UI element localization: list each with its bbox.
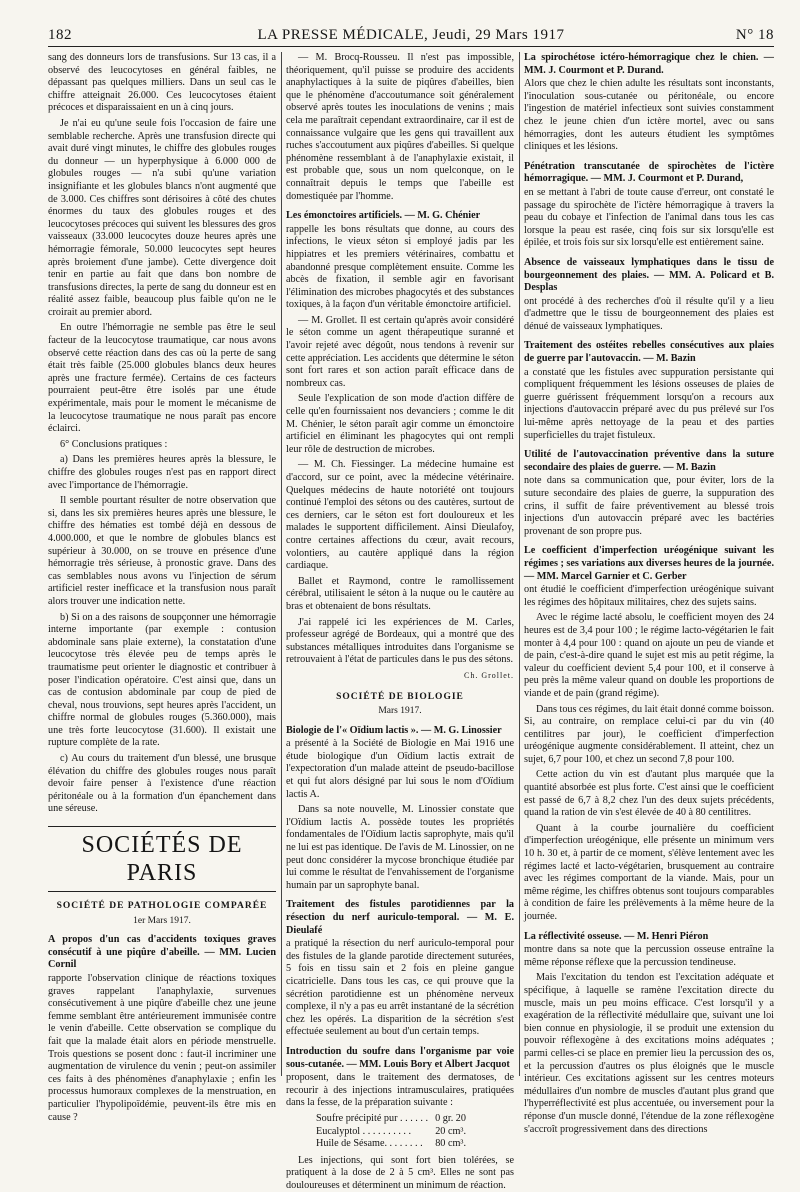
paragraph: rapporte l'observation clinique de réactions toxiques graves rappelant l'anaphylaxie, survenues consécutivement à une piqûre d'abeille chez une jeune femme semblant être antérieurement immunisée contre le venin d'abeille. Cette observation se complique du fait que la malade était alors en période menstruelle. Trois questions se posent donc : faut-il incriminer une augmentation de virulence du venin ; peut-on assimiler ces faits à des phénomènes d'anaphylaxie ; enfin les processus humoraux complexes de la menstruation, en particulier l'hypolipoïdémie, peuvent-ils être mis en cause ? — [48, 973, 276, 1123]
paragraph: rappelle les bons résultats que donne, au cours des infections, le vieux séton si employé jadis par les hippiatres et les premiers vétérinaires, combattu et abandonné presque complètement ensuite. Comme les abcès de fixation, il semble agir en favorisant l'élimination des microbes phagocytés et des substances toxiques, à la façon d'un véritable émonctoire artificiel. — [286, 223, 514, 311]
article-heading: Introduction du soufre dans l'organisme par voie sous-cutanée. — MM. Louis Bory et Albert Jacquot — [286, 1045, 514, 1070]
paragraph: a) Dans les premières heures après la blessure, le chiffre des globules rouges n'est pas en rapport direct avec l'importance de l'hémorragie. — [48, 454, 276, 491]
paragraph: En outre l'hémorragie ne semble pas être le seul facteur de la leucocytose traumatique, car nous avons observé cette réaction dans des cas où la perte de sang était très faible (25.000 globules blancs deux heures après une fracture fermée). Certains de ces facteurs pourraient peut-être être isolés par une étude expérimentale, mais pour le moment le mécanisme de la leucocytose traumatique ne nous paraît pas encore éclairci. — [48, 322, 276, 435]
paragraph: Seule l'explication de son mode d'action diffère de celle qu'en fournissaient nos devanciers ; comme le dit M. Chénier, le séton paraît agir comme un émonctoire artificiel en éliminant les phagocytes qui ont rempli leur rôle de destruction de microbes. — [286, 393, 514, 455]
section-subtitle: 6° Conclusions pratiques : — [60, 438, 168, 450]
column-3 — [524, 52, 774, 1135]
paragraph: montre dans sa note que la percussion osseuse entraîne la même réponse réflexe que la percussion tendineuse. — [524, 944, 774, 968]
society-name: SOCIÉTÉ DE PATHOLOGIE COMPARÉE — [56, 901, 268, 912]
paragraph: ont étudié le coefficient d'imperfection uréogénique suivant les régimes des hôpitaux militaires, chez des sujets sains. — [524, 584, 774, 608]
paragraph: b) Si on a des raisons de soupçonner une hémorragie interne importante (par exemple : contusion abdominale sans plaie externe), la constatation d'une leucocytose très élevée peu de temps après le traumatisme peut orienter le diagnostic et contribuer à poser l'indication opératoire. C'est ainsi que, dans un cas de contusion abdominale par coup de pied de cheval, nous trouvions, sept heures après l'accident, un chiffre normal de globules rouges (5.360.000), mais une très forte leucocytose (31.600). Il existait une rupture complète de la rate. — [48, 611, 276, 749]
session-date: Mars 1917. — [378, 706, 422, 717]
paragraph: Les injections, qui sont fort bien tolérées, se pratiquent à la dose de 2 à 5 cm³. Elles ne sont pas douloureuses et déterminent un minimum de réaction. — [286, 1154, 514, 1191]
paragraph: Mais l'excitation du tendon est l'excitation adéquate et spécifique, à laquelle se ramène l'excitation directe du muscle, mais un peu moins efficace. C'est lorsqu'il y a exagération de la réflectivité médullaire que, suivant une loi bien connue en physiologie, il se produit une extension du pouvoir réflexogène à des excitations moins adéquates ; parmi celles-ci se place en premier lieu la percussion des os, et la percussion d'autres os plus éloignés que le muscle intérieur. Ces excitations agissent sur les centres moteurs médullaires d'un nombre de muscles d'autant plus grand que l'hyperréflectivité est plus accentuée, ou inversement pour la réponse d'un muscle donné, l'étendue de la zone réflexogène s'accroît progressivement dans des directions — [524, 972, 774, 1135]
paragraph: Ballet et Raymond, contre le ramollissement cérébral, utilisaient le séton à la nuque ou le cautère au bras et obtenaient de bons résultats. — [286, 575, 514, 612]
article-heading: Biologie de l'« Oïdium lactis ». — M. G. Linossier — [286, 724, 502, 736]
paragraph: sang des donneurs lors de transfusions. Sur 13 cas, il a observé des leucocytoses en général faibles, ne dépassant pas quelques milliers. Dans un seul cas le chiffre atteignait 26.000. Ces leucocytoses étaient précoces et disparaissaient en un à cinq jours. — [48, 52, 276, 114]
article-heading: Le coefficient d'imperfection uréogénique suivant les régimes ; ses variations aux diverses heures de la journée. — MM. Marcel Garnier et C. Gerber — [524, 545, 774, 582]
paragraph: Il semble pourtant résulter de notre observation que si, dans les six premières heures après une blessure, le chiffre des hématies est tombé déjà en dessous de 4.000.000, et que le nombre de globules blancs est supérieur à 30.000, on se trouve en présence d'une hémorragie très sérieuse, à pronostic grave. Dans des cas semblables nous avons vu l'injection de sérum artificiel rester inefficace et la transfusion nous paraît alors trouver une indication nette. — [48, 495, 276, 607]
recipe-line: Huile de Sésame. . . . . . . . 80 cm³. — [316, 1138, 466, 1150]
paragraph: Alors que chez le chien adulte les résultats sont inconstants, l'inoculation sous-cutanée ou péritonéale, ou encore l'ingestion de matériel infectieux sont suivies constamment chez le jeune chien d'un ictère mortel, avec ou sans hémorragies, dont les auteurs étudient les symptômes cliniques et les lésions. — [524, 78, 774, 153]
paragraph: en se mettant à l'abri de toute cause d'erreur, ont constaté le passage du spirochète de l'ictère hémorragique à travers la peau du cobaye et l'infection de l'animal dans tous les cas lorsque la peau est rasée, cinq fois sur six lorsqu'elle est épilée, et trois fois sur six lorsqu'elle est entièrement saine. — [524, 186, 774, 249]
article-heading: Utilité de l'autovaccination préventive dans la suture secondaire des plaies de guerre. — M. Bazin — [524, 449, 774, 473]
column-divider — [519, 52, 520, 1076]
paragraph: c) Au cours du traitement d'un blessé, une brusque élévation du chiffre des globules rouges nous paraît devoir faire penser à l'existence d'une réaction péritonéale ou à la formation d'un épanchement dans une séreuse. — [48, 753, 276, 815]
page-header — [48, 27, 774, 47]
column-1 — [48, 52, 276, 1123]
paragraph: ont procédé à des recherches d'où il résulte qu'il y a lieu d'admettre que le tissu de bourgeonnement des plaies est dénué de vaisseaux lymphatiques. — [524, 295, 774, 332]
paragraph: Je n'ai eu qu'une seule fois l'occasion de faire une semblable recherche. Après une transfusion directe qui avait duré vingt minutes, le chiffre des globules rouges du donneur — un hyperphysique à 6.000 000 de globules rouges — n'a subi qu'une variation insignifiante et les globules blancs n'ont augmenté que de 3.000. Ces chiffres sont dérisoires à côté des chutes énormes du taux des globules rouges et des leucocytoses précoces qui suivent les blessures des gros vaisseaux (33.000 leucocytes douze heures après une hémorragie fémorale, 50.000 leucocytes sept heures après broiement d'une jambe). Cette divergence doit tenir en partie au fait que dans bon nombre de transfusions directes, la perte de sang du donneur est en réalité assez faible, beaucoup plus faible qu'on ne le croirait au premier abord. — [48, 117, 276, 318]
paragraph: J'ai rappelé ici les expériences de M. Carles, professeur agrégé de Bordeaux, qui a montré que des substances métalliques introduites dans l'organisme se retrouvaient à l'état de particules dans le pus des sétons. — [286, 616, 514, 666]
article-heading: Les émonctoires artificiels. — M. G. Chénier — [286, 210, 481, 222]
paragraph: a pratiqué la résection du nerf auriculo-temporal pour des fistules de la glande parotide directement suturées, 5 fois en tissu sain et 2 fois en pleine gangue cicatricielle. Dans tous les cas, ce qui prouve que la sécrétion parotidienne est un phénomène nerveux complexe, il n'y a pas eu arrêt instantané de la sécrétion chez les opérés. La disparition de la sécrétion s'est effectuée seulement au bout d'un certain temps. — [286, 938, 514, 1038]
session-date: 1er Mars 1917. — [133, 915, 191, 926]
paragraph: Quant à la courbe journalière du coefficient d'imperfection uréogénique, elle présente un minimum vers 10 h. 30 et, à partir de ce moment, s'élève lentement avec les régimes lacté et lacto-végétarien, brusquement au contraire avec les régimes comportant de la viande. Mais, pour un même régime, les chiffres obtenus sont toujours comparables à condition de faire les prélèvements à la même heure de la journée. — [524, 822, 774, 922]
recipe-line: Eucalyptol . . . . . . . . . . 20 cm³. — [316, 1125, 466, 1137]
issue-number: N° 18 — [735, 27, 774, 43]
paragraph: Avec le régime lacté absolu, le coefficient moyen des 24 heures est de 3,4 pour 100 ; le régime lacto-végétarien le fait monter à 4,4 pour 100 : quand on ajoute un peu de viande et de pain, c'est-à-dire quand le sujet est mis au petit régime, la valeur du coefficient devient 5,4 pour 100, et il conserve à peu près la même valeur quand on double les proportions de viande et de pain (grand régime). — [524, 612, 774, 699]
paragraph: proposent, dans le traitement des dermatoses, de recourir à des injections intramusculaires, pratiquées dans la fesse, de la préparation suivante : — [286, 1072, 514, 1109]
paragraph: Dans sa note nouvelle, M. Linossier constate que l'Oïdium lactis A. possède toutes les propriétés fondamentales de l'Oïdium lactis saprophyte, mais qu'il ne lui est pas identique. De l'avis de M. Linossier, on ne peut donc considérer la mycose bronchique étudiée par lui comme le résultat de l'envahissement de l'organisme humain par un saprophyte banal. — [286, 804, 514, 891]
column-2 — [286, 52, 514, 1191]
recipe-list — [316, 1113, 514, 1151]
recipe-line: Soufre précipité pur . . . . . . 0 gr. 20 — [316, 1112, 466, 1124]
article-heading: Traitement des ostéites rebelles consécutives aux plaies de guerre par l'autovaccin. — M. Bazin — [524, 340, 774, 365]
paragraph: a constaté que les fistules avec suppuration persistante qui compliquent fréquemment les lésions osseuses de plaies de guerre guérissent fréquemment lorsqu'on a recours aux injections d'autovaccin préparé avec du pus prélevé sur l'os lui-même après nettoyage de la peau et des parties superficielles du trajet fistuleux. — [524, 366, 774, 441]
article-heading: La spirochétose ictéro-hémorragique chez le chien. — MM. J. Courmont et P. Durand. — [524, 52, 774, 76]
paragraph: — M. Grollet. Il est certain qu'après avoir considéré le séton comme un agent thérapeutique suranné et l'avoir rejeté avec dégoût, nous tendons à revenir sur cette appréciation. Les accidents que détermine le séton sont fort rares et son action paraît efficace dans de nombreux cas. — [286, 314, 514, 389]
article-heading: La réflectivité osseuse. — M. Henri Piéron — [524, 930, 709, 942]
paragraph: a présenté à la Société de Biologie en Mai 1916 une étude biologique d'un Oïdium lactis extrait de l'expectoration d'un malade atteint de pseudo-bacillose et qui fut alors désigné par lui sous le nom d'Oïdium lactis A. — [286, 738, 514, 800]
header-rule — [48, 46, 774, 47]
page-number: 182 — [48, 27, 72, 43]
journal-title: LA PRESSE MÉDICALE, Jeudi, 29 Mars 1917 — [257, 27, 565, 43]
paragraph: Dans tous ces régimes, du lait était donné comme boisson. Si, au contraire, on remplace celui-ci par du vin (40 centilitres par jour), le coefficient d'imperfection uréogénique augmente considérablement. Il atteint, chez un sujet, 6,7 pour 100, et chez un second 7,8 pour 100. — [524, 703, 774, 765]
article-heading: Pénétration transcutanée de spirochètes de l'ictère hémorragique. — MM. J. Courmont et P. Durand, — [524, 160, 774, 185]
signature: Ch. Grollet. — [464, 670, 514, 680]
paragraph: Cette action du vin est d'autant plus marquée que la quantité absorbée est plus forte. C'est ainsi que le coefficient est passé de 6,7 à 8,2 chez l'un des deux sujets précédents, quand la ration de vin s'est élevée de 40 à 80 centilitres. — [524, 769, 774, 819]
paragraph: — M. Brocq-Rousseu. Il n'est pas impossible, théoriquement, qu'il puisse se produire des accidents anaphylactiques à la suite de piqûres d'abeilles, bien que le phénomène d'accoutumance soit généralement observé après toutes les inoculations de venins ; mais cela me paraîtrait cependant extraordinaire, car il est de connaissance vulgaire que les gens qui travaillent aux ruches s'accoutument aux piqûres d'abeilles. Si quelque phénomène ressemblant à de l'anaphylaxie existait, il est probable que, sous un nom quelconque, on le connaîtrait depuis le temps que l'abeille est domestiquée par l'homme. — [286, 52, 514, 202]
society-name: SOCIÉTÉ DE BIOLOGIE — [336, 691, 464, 702]
article-heading: Absence de vaisseaux lymphatiques dans le tissu de bourgeonnement des plaies. — MM. A. Policard et B. Desplas — [524, 256, 774, 294]
article-heading: Traitement des fistules parotidiennes par la résection du nerf auriculo-temporal. — M. E. Dieulafé — [286, 899, 514, 936]
column-divider — [281, 52, 282, 1076]
article-heading: A propos d'un cas d'accidents toxiques graves consécutif à une piqûre d'abeille. — MM. Lucien Cornil — [48, 934, 276, 971]
paragraph: — M. Ch. Fiessinger. La médecine humaine est d'accord, sur ce point, avec la médecine vétérinaire. Quelques médecins de haute notoriété ont toujours continué l'emploi des sétons ou des cautères, surtout de ces derniers, car le séton est fort douloureux et les malades le supportent difficilement. Ainsi Dieulafoy, contre certaines affections du cœur, avait recours, volontiers, au cautère appliqué dans la région cardiaque. — [286, 459, 514, 572]
section-title: SOCIÉTÉS DE PARIS — [48, 826, 276, 892]
paragraph: note dans sa communication que, pour éviter, lors de la suture secondaire des plaies de guerre, la suppuration des crins, il suffit de faire préventivement au blessé trois injections d'un autovaccin préparé avec les bactéries provenant de son propre pus. — [524, 475, 774, 537]
